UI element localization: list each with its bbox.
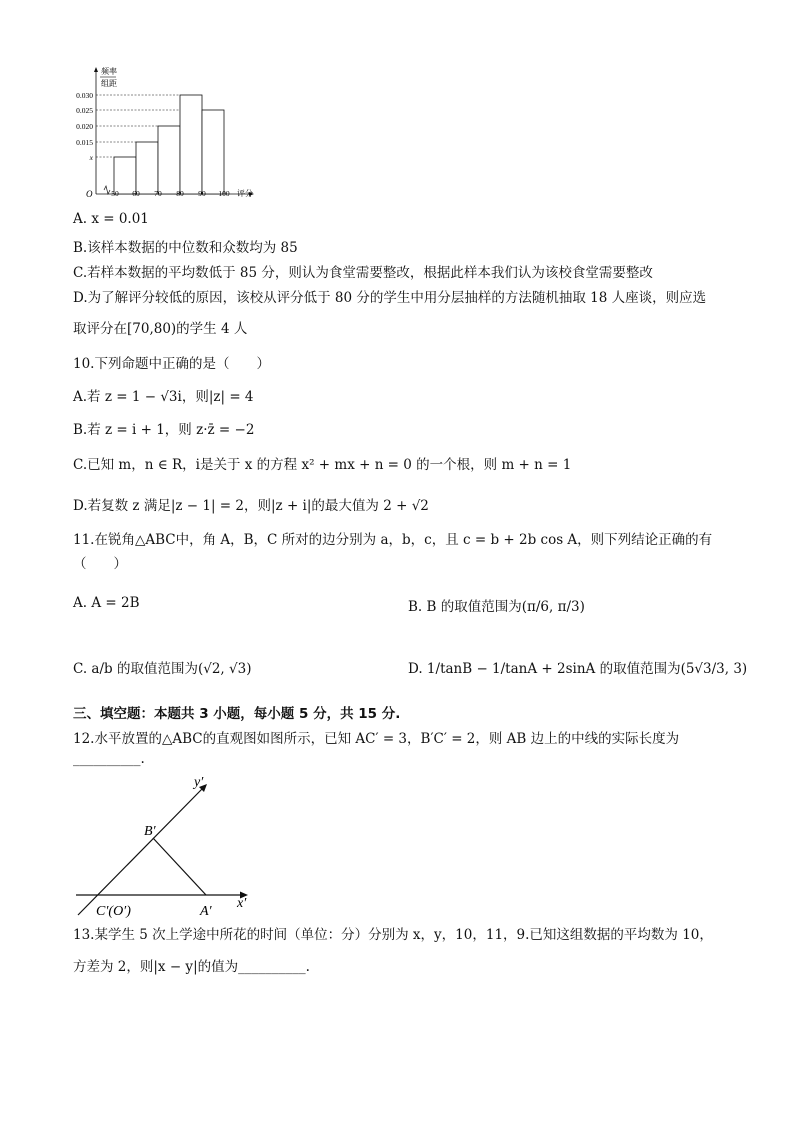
- origin-label: O: [86, 189, 93, 199]
- x-tick: 100: [218, 189, 230, 198]
- q9-option-d: D.为了解评分较低的原因，该校从评分低于 80 分的学生中用分层抽样的方法随机抽取 18 人座谈，则应选: [73, 290, 707, 306]
- x-prime-label: x′: [237, 896, 247, 911]
- q13-stem: 13.某学生 5 次上学途中所花的时间（单位：分）分别为 x，y，10，11，9.已知这组数据的平均数为 10，: [73, 927, 713, 943]
- a-prime-label: A′: [200, 904, 212, 919]
- frequency-histogram: [60, 62, 280, 202]
- y-label-bottom: 组距: [101, 79, 117, 88]
- b-prime-label: B′: [144, 824, 156, 839]
- bar-90-100: [202, 110, 224, 194]
- section-heading: 三、填空题：本题共 3 小题，每小题 5 分，共 15 分.: [73, 706, 401, 722]
- bar-80-90: [180, 95, 202, 194]
- q11-stem: 11.在锐角△ABC中，角 A，B，C 所对的边分别为 a，b，c，且 c = b + 2b cos A，则下列结论正确的有: [73, 532, 713, 548]
- c-prime-label: C′(O′): [96, 904, 131, 919]
- y-tick: 0.015: [76, 138, 93, 147]
- x-tick: 90: [198, 189, 206, 198]
- q13-stem-cont: 方差为 2，则|x − y|的值为__________.: [73, 959, 310, 975]
- q9-option-b: B.该样本数据的中位数和众数均为 85: [73, 240, 298, 256]
- y-label-top: 频率: [101, 67, 117, 76]
- y-tick: 0.030: [76, 91, 93, 100]
- q10-stem: 10.下列命题中正确的是（ ）: [73, 356, 270, 372]
- q10-option-d: D.若复数 z 满足|z − 1| = 2，则|z + i|的最大值为 2 + √2: [73, 498, 429, 514]
- y-tick: 0.020: [76, 122, 93, 131]
- x-tick: 80: [176, 189, 184, 198]
- q10-option-b: B.若 z = i + 1，则 z·z̄ = −2: [73, 422, 255, 438]
- q11-stem-cont: （ ）: [73, 556, 127, 572]
- x-tick: 50: [111, 189, 119, 198]
- oblique-diagram: [70, 770, 270, 920]
- q9-option-a: A. x = 0.01: [73, 211, 149, 227]
- q11-option-c: C. a/b 的取值范围为(√2, √3): [73, 661, 252, 677]
- q10-option-c: C.已知 m，n ∈ R，i是关于 x 的方程 x² + mx + n = 0 的一个根，则 m + n = 1: [73, 457, 572, 473]
- q10-option-a: A.若 z = 1 − √3i，则|z| = 4: [73, 389, 254, 405]
- x-tick: 70: [154, 189, 162, 198]
- y-tick: 0.025: [76, 106, 93, 115]
- x-tick: 60: [132, 189, 140, 198]
- q11-option-a: A. A = 2B: [73, 595, 140, 611]
- q12-blank: __________.: [73, 751, 145, 767]
- q9-option-d-cont: 取评分在[70,80)的学生 4 人: [73, 321, 248, 337]
- q11-option-b: B. B 的取值范围为(π/6, π/3): [408, 599, 585, 615]
- q12-stem: 12.水平放置的△ABC的直观图如图所示，已知 AC′ = 3，B′C′ = 2，则 AB 边上的中线的实际长度为: [73, 731, 680, 747]
- q11-option-d: D. 1/tanB − 1/tanA + 2sinA 的取值范围为(5√3/3, 3): [408, 661, 748, 677]
- bar-70-80: [158, 126, 180, 194]
- bar-60-70: [136, 142, 158, 194]
- q9-option-c: C.若样本数据的平均数低于 85 分，则认为食堂需要整改，根据此样本我们认为该校食堂需要整改: [73, 265, 653, 281]
- y-prime-label: y′: [194, 775, 204, 790]
- y-tick: x: [89, 153, 93, 162]
- x-axis-label: 评分: [237, 189, 253, 198]
